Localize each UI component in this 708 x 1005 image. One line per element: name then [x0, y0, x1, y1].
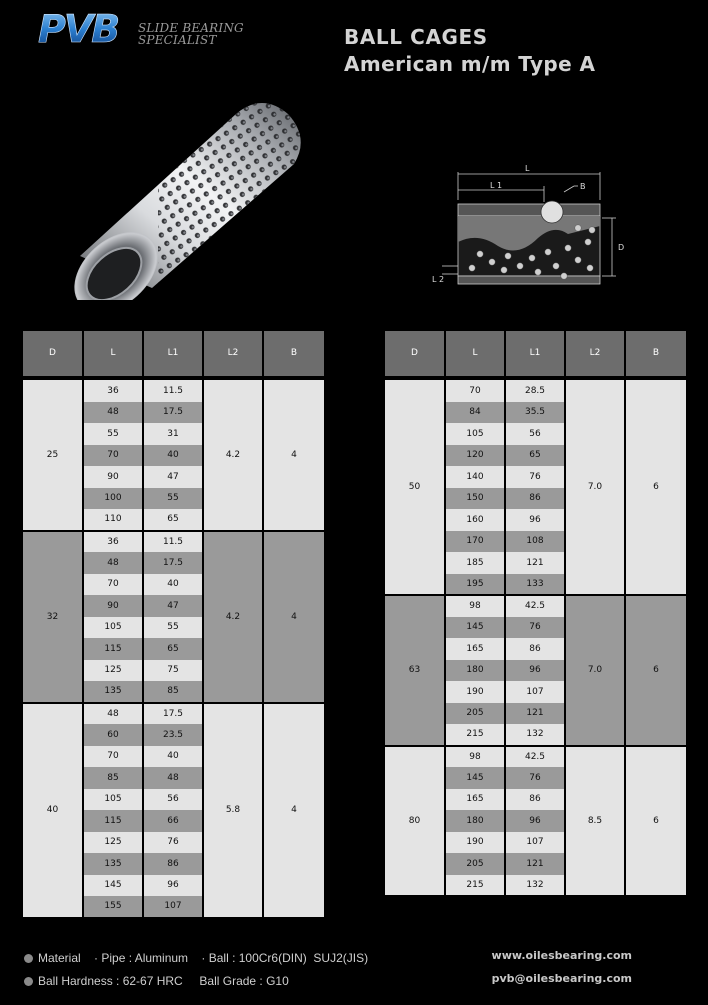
cell-l: 195 [445, 574, 505, 596]
right-spec-table [385, 331, 686, 897]
cell-l1: 11.5 [143, 380, 203, 402]
cell-l1: 132 [505, 875, 565, 897]
cell-l: 70 [83, 746, 143, 768]
cell-l: 125 [83, 832, 143, 854]
cell-l1: 55 [143, 488, 203, 510]
header-l1: L1 [505, 331, 565, 377]
label-l1: L 1 [490, 181, 503, 190]
cell-l1: 107 [143, 896, 203, 918]
cell-l1: 42.5 [505, 746, 565, 768]
cell-l1: 108 [505, 531, 565, 553]
cell-l1: 86 [505, 488, 565, 510]
header-l: L [445, 331, 505, 377]
cell-l1: 48 [143, 767, 203, 789]
cell-l: 165 [445, 789, 505, 811]
cell-l: 180 [445, 810, 505, 832]
cell-l: 110 [83, 509, 143, 531]
cell-l: 48 [83, 703, 143, 725]
cell-l1: 86 [505, 789, 565, 811]
cell-l: 105 [83, 789, 143, 811]
cell-l: 215 [445, 875, 505, 897]
cell-b: 6 [625, 746, 686, 897]
bullet-icon [24, 977, 33, 986]
table-row [23, 531, 324, 553]
cell-b: 6 [625, 380, 686, 595]
cell-l: 125 [83, 660, 143, 682]
cell-l1: 47 [143, 595, 203, 617]
cell-l: 155 [83, 896, 143, 918]
header-l: L [83, 331, 143, 377]
left-spec-table [23, 331, 324, 919]
cell-l1: 28.5 [505, 380, 565, 402]
email-link[interactable]: pvb@oilesbearing.com [491, 972, 632, 985]
cell-l: 36 [83, 380, 143, 402]
cell-l1: 55 [143, 617, 203, 639]
cell-l1: 132 [505, 724, 565, 746]
cell-l: 105 [445, 423, 505, 445]
cell-l1: 76 [143, 832, 203, 854]
cell-l2: 7.0 [565, 595, 625, 746]
cell-l1: 66 [143, 810, 203, 832]
cell-l1: 17.5 [143, 703, 203, 725]
header-l1: L1 [143, 331, 203, 377]
table-row [23, 703, 324, 725]
cell-l1: 76 [505, 466, 565, 488]
hardness-spec [24, 974, 289, 988]
cell-l2: 7.0 [565, 380, 625, 595]
cell-l: 185 [445, 552, 505, 574]
cell-l: 70 [83, 445, 143, 467]
material-text: Material · Pipe : Aluminum · Ball : 100Cr6(DIN) SUJ2(JIS) [38, 951, 369, 965]
cell-l: 160 [445, 509, 505, 531]
label-d: D [618, 243, 625, 252]
table-row [385, 746, 686, 768]
cell-l: 165 [445, 638, 505, 660]
cell-l1: 107 [505, 832, 565, 854]
cell-d: 50 [385, 380, 445, 595]
cell-d: 80 [385, 746, 445, 897]
cell-l: 98 [445, 746, 505, 768]
cell-l: 190 [445, 832, 505, 854]
cell-b: 4 [263, 531, 324, 703]
cell-l: 98 [445, 595, 505, 617]
cell-l1: 96 [143, 875, 203, 897]
cell-l: 135 [83, 681, 143, 703]
cell-l1: 35.5 [505, 402, 565, 424]
cell-l1: 56 [143, 789, 203, 811]
header-b: B [625, 331, 686, 377]
cell-l1: 85 [143, 681, 203, 703]
svg-text:PVB: PVB [38, 8, 119, 48]
cell-l: 60 [83, 724, 143, 746]
cell-l: 190 [445, 681, 505, 703]
table-row [23, 380, 324, 402]
cell-l: 135 [83, 853, 143, 875]
cell-l: 215 [445, 724, 505, 746]
cell-l1: 17.5 [143, 552, 203, 574]
cell-l1: 121 [505, 853, 565, 875]
cell-l: 84 [445, 402, 505, 424]
cell-l: 90 [83, 595, 143, 617]
page-subtitle: American m/m Type A [344, 52, 596, 76]
cell-l1: 11.5 [143, 531, 203, 553]
cell-l1: 65 [143, 509, 203, 531]
cell-l2: 4.2 [203, 380, 263, 531]
cell-b: 4 [263, 380, 324, 531]
cell-l1: 65 [505, 445, 565, 467]
cell-b: 4 [263, 703, 324, 918]
cell-l1: 76 [505, 767, 565, 789]
cell-l: 105 [83, 617, 143, 639]
cell-l2: 4.2 [203, 531, 263, 703]
cell-d: 40 [23, 703, 83, 918]
cell-l: 205 [445, 853, 505, 875]
cell-l: 48 [83, 402, 143, 424]
cell-l1: 96 [505, 660, 565, 682]
page-title: BALL CAGES [344, 25, 488, 49]
cell-l: 70 [445, 380, 505, 402]
cell-l1: 107 [505, 681, 565, 703]
cell-l2: 8.5 [565, 746, 625, 897]
cell-l: 170 [445, 531, 505, 553]
brand-subtitle-1: SLIDE BEARING [138, 21, 244, 35]
cell-l1: 40 [143, 574, 203, 596]
table-row [385, 380, 686, 402]
bullet-icon [24, 954, 33, 963]
dimension-diagram [428, 162, 632, 294]
cell-l1: 121 [505, 552, 565, 574]
cell-d: 32 [23, 531, 83, 703]
cell-l1: 96 [505, 810, 565, 832]
material-spec [24, 951, 368, 965]
ball-cage-photo [48, 88, 318, 300]
cell-l: 115 [83, 638, 143, 660]
cell-b: 6 [625, 595, 686, 746]
cell-d: 25 [23, 380, 83, 531]
cell-l: 85 [83, 767, 143, 789]
cell-l: 70 [83, 574, 143, 596]
header-b: B [263, 331, 324, 377]
cell-d: 63 [385, 595, 445, 746]
cell-l1: 76 [505, 617, 565, 639]
cell-l1: 86 [505, 638, 565, 660]
cell-l: 150 [445, 488, 505, 510]
header-d: D [385, 331, 445, 377]
cell-l1: 133 [505, 574, 565, 596]
cell-l1: 75 [143, 660, 203, 682]
cell-l: 180 [445, 660, 505, 682]
cell-l1: 96 [505, 509, 565, 531]
cell-l: 90 [83, 466, 143, 488]
cell-l: 115 [83, 810, 143, 832]
cell-l1: 17.5 [143, 402, 203, 424]
cell-l: 145 [445, 617, 505, 639]
cell-l: 48 [83, 552, 143, 574]
header-l2: L2 [565, 331, 625, 377]
hardness-text: Ball Hardness : 62-67 HRC Ball Grade : G10 [38, 974, 289, 988]
label-b: B [580, 182, 586, 191]
cell-l1: 31 [143, 423, 203, 445]
cell-l: 55 [83, 423, 143, 445]
cell-l: 145 [445, 767, 505, 789]
cell-l: 140 [445, 466, 505, 488]
cell-l2: 5.8 [203, 703, 263, 918]
brand-logo [36, 8, 246, 52]
cell-l1: 42.5 [505, 595, 565, 617]
website-link[interactable]: www.oilesbearing.com [491, 949, 632, 962]
table-row [385, 595, 686, 617]
cell-l: 145 [83, 875, 143, 897]
cell-l: 120 [445, 445, 505, 467]
header-l2: L2 [203, 331, 263, 377]
header-d: D [23, 331, 83, 377]
cell-l1: 23.5 [143, 724, 203, 746]
cell-l1: 65 [143, 638, 203, 660]
cell-l1: 56 [505, 423, 565, 445]
pvb-logo-icon [36, 8, 136, 48]
cell-l1: 86 [143, 853, 203, 875]
brand-subtitle-2: SPECIALIST [138, 33, 217, 47]
cell-l1: 40 [143, 746, 203, 768]
cell-l1: 47 [143, 466, 203, 488]
cell-l: 205 [445, 703, 505, 725]
cell-l1: 121 [505, 703, 565, 725]
label-l2: L 2 [432, 275, 445, 284]
label-l: L [525, 164, 530, 173]
cell-l: 36 [83, 531, 143, 553]
cell-l: 100 [83, 488, 143, 510]
cell-l1: 40 [143, 445, 203, 467]
